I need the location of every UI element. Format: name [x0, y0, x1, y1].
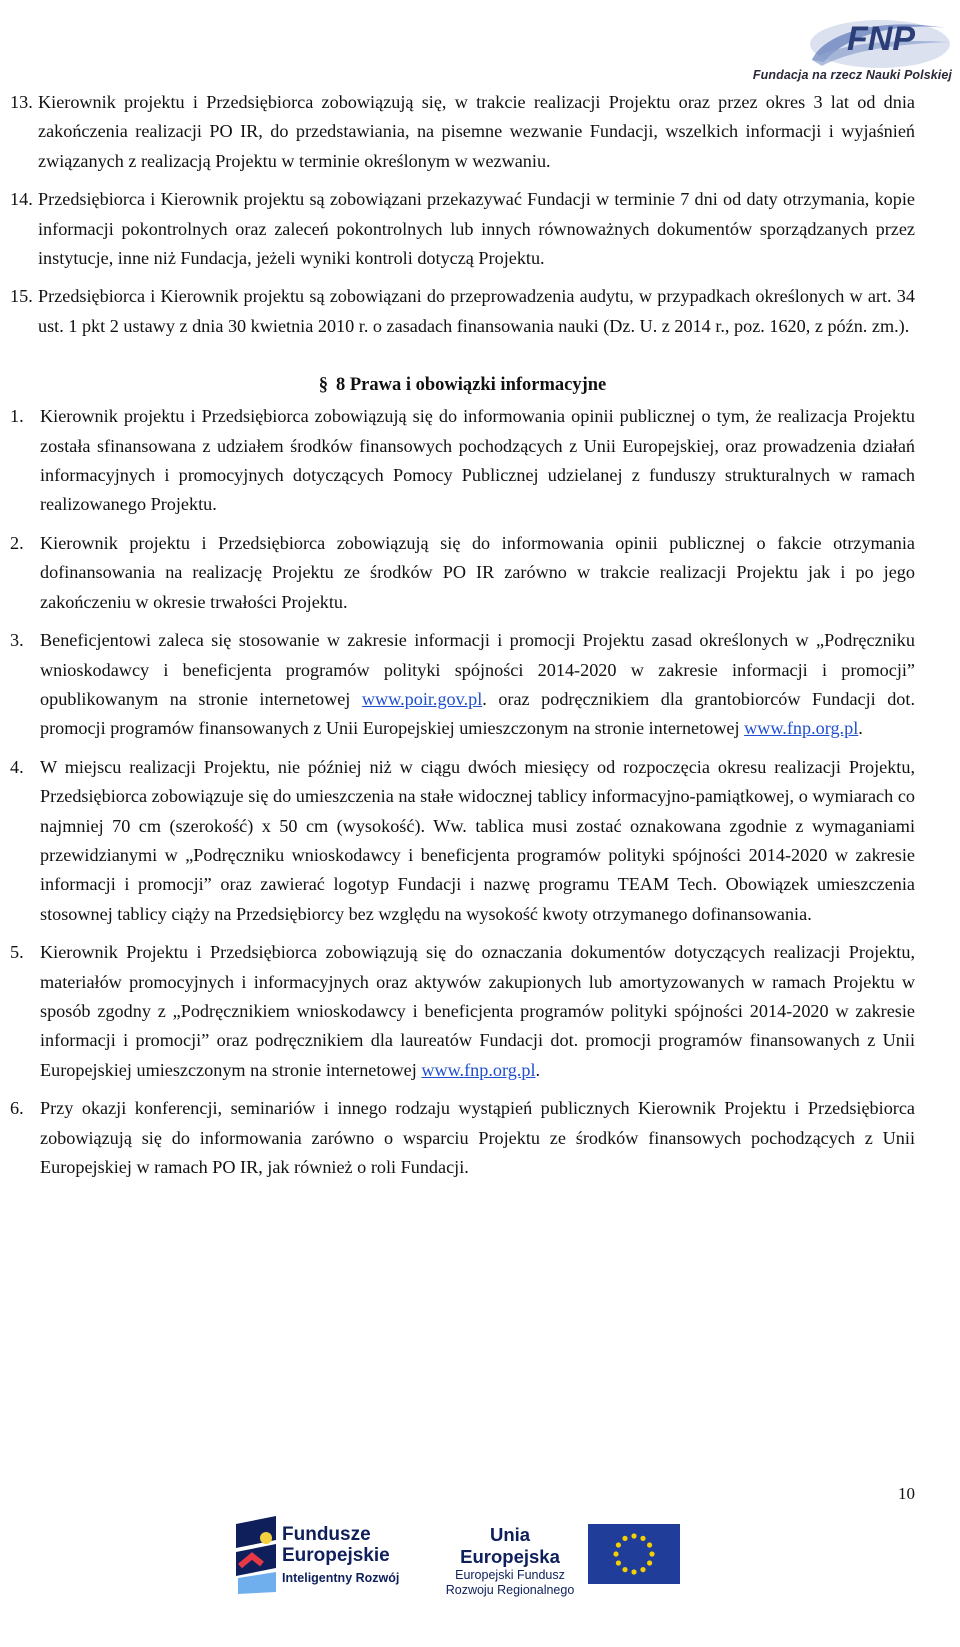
- item-number: 5.: [10, 942, 24, 963]
- fundusze-europejskie-text: [282, 1524, 399, 1587]
- item-text: Przy okazji konferencji, seminariów i innego rodzaju wystąpień publicznych Kierownik Projektu i Przedsiębiorca zobowiązują się do informowania zarówno o wsparciu Projektu ze środków finansowych pochodzących z Unii Europejskiej w ramach PO IR, jak również o roli Fundacji.: [40, 1098, 915, 1177]
- item-number: 2.: [10, 532, 24, 553]
- fe-line2: Europejskie: [282, 1545, 390, 1566]
- list-item-3: [10, 626, 915, 744]
- unia-europejska-text: [442, 1524, 578, 1598]
- section-title: 8 Prawa i obowiązki informacyjne: [335, 375, 607, 396]
- fe-line1: Fundusze: [282, 1524, 371, 1545]
- fnp-tagline: Fundacja na rzecz Nauki Polskiej: [752, 68, 952, 82]
- ue-line1: Unia Europejska: [460, 1524, 560, 1567]
- paragraph-13: [10, 88, 915, 176]
- fnp-logo-graphic: [662, 8, 952, 72]
- item-text: Kierownik projektu i Przedsiębiorca zobowiązują się do informowania opinii publicznej o fakcie otrzymania dofinansowania na realizację Projektu ze środków PO IR zarówno w trakcie realizacji Projektu jak i po jego zakończeniu w okresie trwałości Projektu.: [40, 532, 915, 612]
- ue-line3: Rozwoju Regionalnego: [445, 1583, 575, 1597]
- list-item-6: [10, 1094, 915, 1182]
- paragraph-15: [10, 282, 915, 341]
- list-item-5: [10, 938, 915, 1085]
- item-text-part: .: [535, 1059, 541, 1080]
- item-text-part: . oraz podręcznikiem dla grantobiorców Fundacji dot. promocji programów finansowanych z Unii Europejskiej umieszczonym na stronie internetowej: [40, 688, 915, 739]
- footer-logos: [0, 1510, 960, 1640]
- fnp-logo-text: FNP: [847, 20, 915, 58]
- paragraph-14: [10, 185, 915, 273]
- fe-line3: Inteligentny Rozwój: [282, 1571, 400, 1585]
- list-item-1: [10, 402, 915, 520]
- list-item-4: [10, 753, 915, 929]
- item-number: 3.: [10, 630, 24, 651]
- paragraph-text: Przedsiębiorca i Kierownik projektu są zobowiązani przekazywać Fundacji w terminie 7 dni od daty otrzymania, kopie informacji pokontrolnych oraz zaleceń pokontrolnych lub innych równoważnych dokumentów sporządzanych przez instytucje, inne niż Fundacja, jeżeli wyniki kontroli dotyczą Projektu.: [38, 189, 915, 269]
- page-number: 10: [898, 1484, 915, 1503]
- paragraph-text: Kierownik projektu i Przedsiębiorca zobowiązują się, w trakcie realizacji Projektu oraz przez okres 3 lat od dnia zakończenia realizacji PO IR, do przedstawiania, na pisemne wezwanie Fundacji, wszelkich informacji i wyjaśnień związanych z realizacją Projektu w terminie określonym w wezwaniu.: [38, 92, 915, 171]
- item-number: 4.: [10, 756, 24, 777]
- document-body: [10, 88, 915, 1191]
- paragraph-number: 14.: [10, 189, 33, 210]
- item-text-part: Kierownik Projektu i Przedsiębiorca zobowiązują się do oznaczania dokumentów dotyczących realizacji Projektu, materiałów promocyjnych i informacyjnych oraz aktywów zakupionych lub amortyzowanych w ramach Projektu w sposób zgodny z „Podręcznikiem wnioskodawcy i beneficjenta programów polityki spójności 2014-2020 w zakresie informacji i promocji” oraz podręcznikiem dla laureatów Fundacji dot. promocji programów finansowanych z Unii Europejskiej umieszczonym na stronie internetowej: [40, 942, 915, 1080]
- paragraph-number: 15.: [10, 286, 33, 307]
- eu-flag-icon: [588, 1524, 680, 1584]
- list-item-2: [10, 529, 915, 617]
- item-text-part: .: [858, 718, 863, 739]
- item-text: [40, 938, 915, 1085]
- section-symbol: §: [318, 375, 328, 396]
- item-number: 6.: [10, 1098, 24, 1119]
- item-text: [40, 626, 915, 744]
- paragraph-number: 13.: [10, 92, 33, 112]
- ue-line2: Europejski Fundusz: [455, 1568, 565, 1582]
- fnp-link[interactable]: www.fnp.org.pl: [744, 718, 859, 739]
- item-text: W miejscu realizacji Projektu, nie później niż w ciągu dwóch miesięcy od rozpoczęcia okresu realizacji Projektu, Przedsiębiorca zobowiązuje się do umieszczenia na stałe widocznej tablicy informacyjno-pamiątkowej, o wymiarach co najmniej 70 cm (szerokość) x 50 cm (wysokość). Ww. tablica musi zostać oznakowana zgodnie z wymaganiami przewidzianymi w „Podręczniku wnioskodawcy i beneficjenta programów polityki spójności 2014-2020 w zakresie informacji i promocji” oraz zawierać logotyp Fundacji i nazwę programu TEAM Tech. Obowiązek umieszczenia stosownej tablicy ciąży na Przedsiębiorcy bez względu na wysokość kwoty otrzymanego dofinansowania.: [40, 756, 915, 924]
- poir-link[interactable]: www.poir.gov.pl: [361, 688, 483, 709]
- item-text: Kierownik projektu i Przedsiębiorca zobowiązują się do informowania opinii publicznej o tym, że realizacja Projektu została sfinansowana z udziałem środków finansowych pochodzących z Unii Europejskiej, oraz prowadzenia działań informacyjnych i promocyjnych dotyczących Pomocy Publicznej udzielanej z funduszy strukturalnych w ramach realizowanego Projektu.: [40, 406, 915, 515]
- section-heading: [10, 375, 915, 396]
- item-number: 1.: [10, 406, 24, 427]
- fnp-link[interactable]: www.fnp.org.pl: [421, 1059, 536, 1080]
- paragraph-text: Przedsiębiorca i Kierownik projektu są zobowiązani do przeprowadzenia audytu, w przypadkach określonych w art. 34 ust. 1 pkt 2 ustawy z dnia 30 kwietnia 2010 r. o zasadach finansowania nauki (Dz. U. z 2014 r., poz. 1620, z późn. zm.).: [38, 286, 915, 336]
- item-text-part: Beneficjentowi zaleca się stosowanie w zakresie informacji i promocji Projektu zasad określonych w „Podręczniku wnioskodawcy i beneficjenta programów polityki spójności 2014-2020 w zakresie informacji i promocji” opublikowanym na stronie internetowej: [40, 630, 915, 709]
- fnp-logo: [662, 8, 952, 96]
